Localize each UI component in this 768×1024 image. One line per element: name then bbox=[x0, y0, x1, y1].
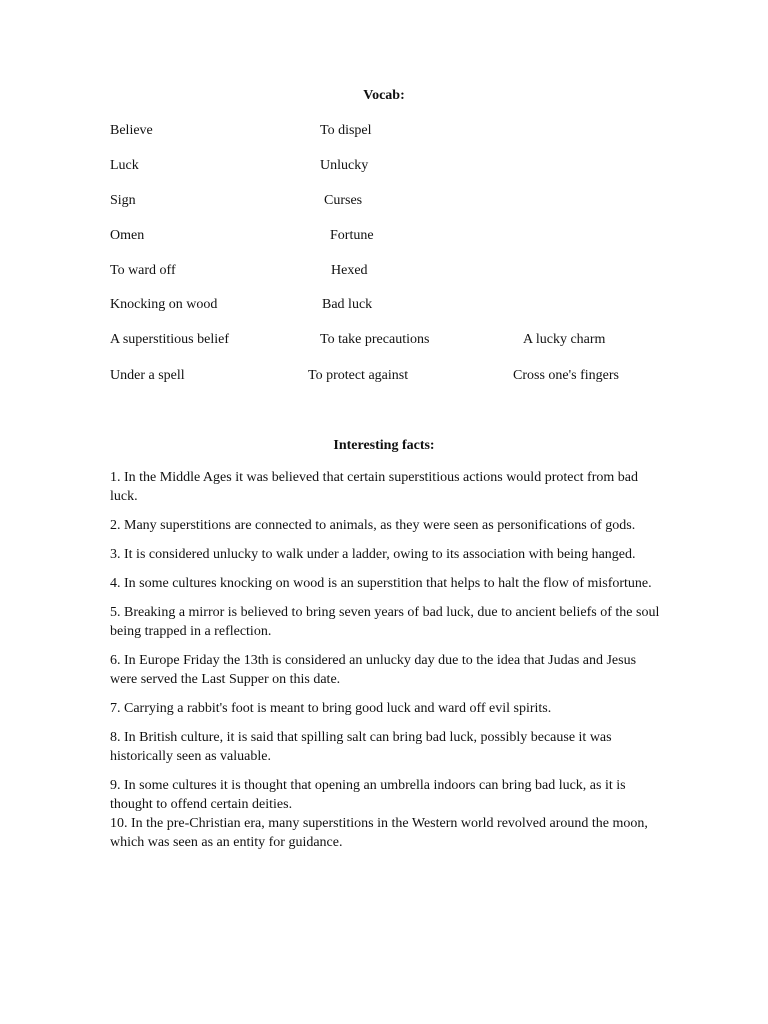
vocab-term: Believe bbox=[110, 123, 153, 138]
vocab-row bbox=[0, 261, 768, 281]
fact-item: 9. In some cultures it is thought that opening an umbrella indoors can bring bad luck, as it is thought to offend certain deities. bbox=[110, 778, 626, 812]
facts-heading: Interesting facts: bbox=[333, 438, 435, 453]
vocab-term: Fortune bbox=[330, 228, 374, 243]
vocab-term: Knocking on wood bbox=[110, 297, 218, 312]
vocab-row bbox=[0, 191, 768, 211]
vocab-term: Hexed bbox=[331, 263, 368, 278]
fact-item: 1. In the Middle Ages it was believed that certain superstitious actions would protect from bad luck. bbox=[110, 470, 638, 504]
vocab-term: To protect against bbox=[308, 368, 409, 383]
vocab-row bbox=[0, 295, 768, 315]
vocab-term: Luck bbox=[110, 158, 139, 173]
vocab-term: Cross one's fingers bbox=[513, 368, 619, 383]
vocab-row bbox=[0, 226, 768, 246]
fact-item: 7. Carrying a rabbit's foot is meant to bring good luck and ward off evil spirits. bbox=[110, 701, 552, 716]
fact-item: 5. Breaking a mirror is believed to bring seven years of bad luck, due to ancient beliefs of the soul being trapped in a reflection. bbox=[110, 605, 660, 639]
vocab-term: Unlucky bbox=[320, 158, 369, 173]
fact-item: 6. In Europe Friday the 13th is considered an unlucky day due to the idea that Judas and Jesus were served the Last Supper on this date. bbox=[110, 653, 637, 687]
vocab-row bbox=[0, 121, 768, 141]
vocab-term: A lucky charm bbox=[523, 332, 606, 347]
fact-item: 4. In some cultures knocking on wood is an superstition that helps to halt the flow of misfortune. bbox=[110, 576, 652, 591]
fact-item: 8. In British culture, it is said that spilling salt can bring bad luck, possibly because it was historically seen as valuable. bbox=[110, 730, 612, 764]
fact-item: 3. It is considered unlucky to walk under a ladder, owing to its association with being hanged. bbox=[110, 547, 636, 562]
facts-list bbox=[110, 468, 660, 862]
vocab-term: Bad luck bbox=[322, 297, 373, 312]
vocab-term: Omen bbox=[110, 228, 145, 243]
fact-item: 10. In the pre-Christian era, many superstitions in the Western world revolved around the moon, which was seen as an entity for guidance. bbox=[110, 816, 648, 850]
vocab-row bbox=[0, 156, 768, 176]
vocab-term: To ward off bbox=[110, 263, 176, 278]
vocab-term: To dispel bbox=[320, 123, 372, 138]
vocab-heading: Vocab: bbox=[363, 88, 405, 103]
vocab-row bbox=[0, 330, 768, 350]
vocab-term: Sign bbox=[110, 193, 136, 208]
vocab-term: A superstitious belief bbox=[110, 332, 229, 347]
vocab-row bbox=[0, 366, 768, 386]
vocab-term: Curses bbox=[324, 193, 363, 208]
fact-item: 2. Many superstitions are connected to animals, as they were seen as personifications of gods. bbox=[110, 518, 636, 533]
vocab-term: To take precautions bbox=[320, 332, 430, 347]
vocab-term: Under a spell bbox=[110, 368, 185, 383]
